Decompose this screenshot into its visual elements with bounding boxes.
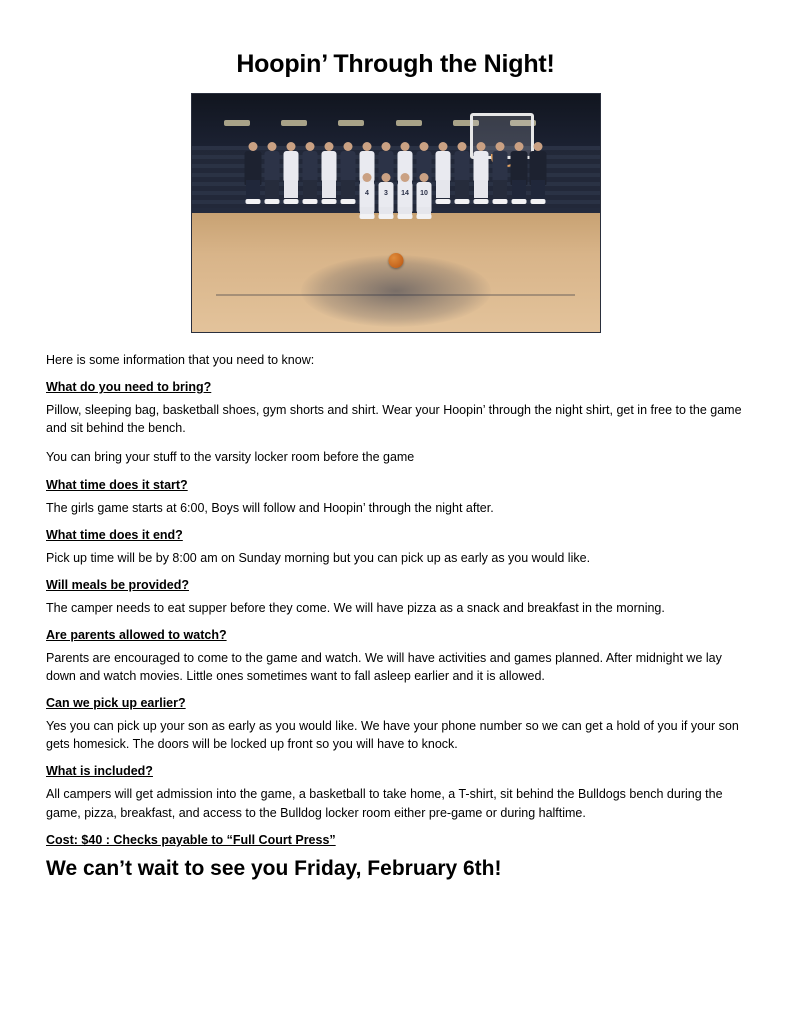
section-paragraph: The girls game starts at 6:00, Boys will follow and Hoopin’ through the night after. — [46, 500, 494, 515]
basketball-icon — [388, 253, 403, 268]
intro-paragraph: Here is some information that you need to know: — [46, 353, 315, 367]
cost-line: Cost: $40 : Checks payable to “Full Court Press” — [46, 832, 336, 847]
closing-line: We can’t wait to see you Friday, February 6th! — [46, 856, 502, 880]
section-heading-parents-watch: Are parents allowed to watch? — [46, 627, 227, 642]
jersey-number: 14 — [401, 189, 409, 197]
section-heading-bring: What do you need to bring? — [46, 380, 212, 395]
gym-floor — [192, 213, 600, 332]
section-paragraph: Parents are encouraged to come to the game and watch. We will have activities and games planned. After midnight we lay down and watch movies. Little ones sometimes want to fall asleep earlier and it is allowed. — [46, 650, 722, 683]
basketball-team-photo — [191, 93, 601, 333]
section-paragraph: All campers will get admission into the game, a basketball to take home, a T-shirt, sit behind the Bulldogs bench during the game, pizza, breakfast, and access to the Bulldog locker room either pre-game or during halftime. — [46, 787, 723, 820]
section-heading-end-time: What time does it end? — [46, 527, 183, 542]
player — [359, 173, 376, 219]
team-photo-container — [46, 93, 745, 333]
team-front-row — [273, 173, 518, 219]
section-paragraph: The camper needs to eat supper before they come. We will have pizza as a snack and breakfast in the morning. — [46, 600, 665, 615]
player — [378, 173, 395, 219]
player — [397, 173, 414, 219]
section-paragraph: Yes you can pick up your son as early as you would like. We have your phone number so we can get a hold of you if your son gets homesick. The doors will be locked up front so you will have to knock. — [46, 719, 739, 752]
coach — [530, 142, 547, 204]
section-paragraph: Pillow, sleeping bag, basketball shoes, gym shorts and shirt. Wear your Hoopin’ through the night shirt, get in free to the game and sit behind the bench. — [46, 403, 742, 436]
coach — [245, 142, 262, 204]
section-paragraph: You can bring your stuff to the varsity locker room before the game — [46, 450, 415, 465]
section-heading-meals: Will meals be provided? — [46, 577, 189, 592]
section-heading-start-time: What time does it start? — [46, 477, 188, 492]
section-heading-pick-up-earlier: Can we pick up earlier? — [46, 696, 186, 711]
player — [416, 173, 433, 219]
page-title: Hoopin’ Through the Night! — [236, 50, 555, 78]
section-heading-included: What is included? — [46, 764, 153, 779]
jersey-number: 4 — [365, 189, 369, 197]
section-paragraph: Pick up time will be by 8:00 am on Sunday morning but you can pick up as early as you would like. — [46, 550, 591, 565]
jersey-number: 10 — [420, 189, 428, 197]
jersey-number: 3 — [384, 189, 388, 197]
gym-lights — [192, 120, 600, 129]
